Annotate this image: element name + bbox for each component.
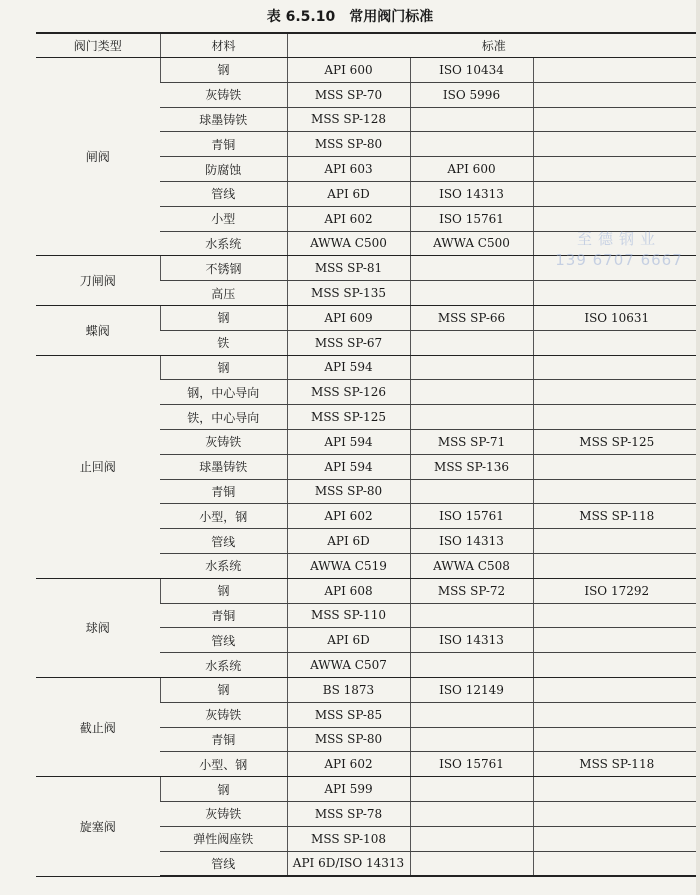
material-cell: 钢，中心导向 <box>160 380 287 405</box>
standard-cell <box>533 380 700 405</box>
table-row <box>36 578 700 603</box>
standard-cell <box>533 107 700 132</box>
header-standard: 标准 <box>287 33 700 58</box>
standard-cell <box>410 603 533 628</box>
table-row <box>36 256 700 281</box>
standard-cell: MSS SP-118 <box>533 504 700 529</box>
standard-cell: AWWA C507 <box>287 653 410 678</box>
standard-cell: AWWA C500 <box>287 231 410 256</box>
standard-cell: API 600 <box>287 58 410 83</box>
standard-cell <box>410 107 533 132</box>
standard-cell: API 6D/ISO 14313 <box>287 851 410 876</box>
table-title <box>0 6 700 28</box>
standard-cell: MSS SP-78 <box>287 801 410 826</box>
standard-cell: MSS SP-118 <box>533 752 700 777</box>
material-cell: 铁，中心导向 <box>160 405 287 430</box>
material-cell: 青铜 <box>160 603 287 628</box>
standard-cell <box>410 801 533 826</box>
standard-cell <box>410 826 533 851</box>
standard-cell: ISO 5996 <box>410 82 533 107</box>
table-row <box>36 355 700 380</box>
standard-cell: MSS SP-125 <box>533 429 700 454</box>
material-cell: 弹性阀座铁 <box>160 826 287 851</box>
standard-cell <box>533 355 700 380</box>
standard-cell: ISO 10631 <box>533 305 700 330</box>
standard-cell: ISO 12149 <box>410 677 533 702</box>
material-cell: 防腐蚀 <box>160 157 287 182</box>
material-cell: 钢 <box>160 305 287 330</box>
table-row <box>36 305 700 330</box>
table-caption: 常用阀门标准 <box>349 9 434 25</box>
standard-cell <box>533 181 700 206</box>
standard-cell <box>533 58 700 83</box>
material-cell: 管线 <box>160 181 287 206</box>
standard-cell: ISO 14313 <box>410 529 533 554</box>
table-row <box>36 677 700 702</box>
valve-type-cell: 旋塞阀 <box>36 777 160 877</box>
standard-cell: API 6D <box>287 181 410 206</box>
header-material: 材料 <box>160 33 287 58</box>
standard-cell: MSS SP-110 <box>287 603 410 628</box>
standard-cell: MSS SP-80 <box>287 132 410 157</box>
standard-cell: API 602 <box>287 504 410 529</box>
standard-cell <box>533 479 700 504</box>
standard-cell: AWWA C500 <box>410 231 533 256</box>
standard-cell: MSS SP-85 <box>287 702 410 727</box>
standard-cell <box>533 330 700 355</box>
standard-cell: API 600 <box>410 157 533 182</box>
material-cell: 灰铸铁 <box>160 429 287 454</box>
standard-cell: MSS SP-66 <box>410 305 533 330</box>
standard-cell: MSS SP-72 <box>410 578 533 603</box>
material-cell: 灰铸铁 <box>160 82 287 107</box>
material-cell: 高压 <box>160 281 287 306</box>
standard-cell <box>410 777 533 802</box>
material-cell: 灰铸铁 <box>160 702 287 727</box>
standard-cell: MSS SP-108 <box>287 826 410 851</box>
material-cell: 青铜 <box>160 132 287 157</box>
standard-cell: MSS SP-81 <box>287 256 410 281</box>
valve-type-cell: 止回阀 <box>36 355 160 578</box>
table-row <box>36 58 700 83</box>
standard-cell: ISO 17292 <box>533 578 700 603</box>
standard-cell: MSS SP-71 <box>410 429 533 454</box>
standard-cell: ISO 15761 <box>410 752 533 777</box>
standard-cell <box>410 132 533 157</box>
standard-cell <box>410 380 533 405</box>
standard-cell <box>410 851 533 876</box>
standard-cell: API 603 <box>287 157 410 182</box>
standard-cell <box>533 777 700 802</box>
standard-cell: MSS SP-136 <box>410 454 533 479</box>
material-cell: 管线 <box>160 529 287 554</box>
standard-cell <box>410 355 533 380</box>
standard-cell <box>410 479 533 504</box>
standard-cell: MSS SP-70 <box>287 82 410 107</box>
material-cell: 钢 <box>160 355 287 380</box>
material-cell: 钢 <box>160 58 287 83</box>
table-number: 表 6.5.10 <box>266 9 336 25</box>
material-cell: 水系统 <box>160 653 287 678</box>
valve-type-cell: 刀闸阀 <box>36 256 160 306</box>
standard-cell: MSS SP-128 <box>287 107 410 132</box>
material-cell: 小型 <box>160 206 287 231</box>
valve-type-cell: 截止阀 <box>36 677 160 776</box>
standard-cell <box>533 702 700 727</box>
standard-cell <box>410 702 533 727</box>
standard-cell: API 6D <box>287 628 410 653</box>
standard-cell: AWWA C519 <box>287 553 410 578</box>
standard-cell <box>533 529 700 554</box>
standard-cell: API 602 <box>287 206 410 231</box>
standard-cell <box>533 653 700 678</box>
standard-cell <box>533 851 700 876</box>
standard-cell <box>533 628 700 653</box>
standard-cell <box>410 281 533 306</box>
standard-cell: MSS SP-125 <box>287 405 410 430</box>
standard-cell <box>533 157 700 182</box>
standard-cell: API 594 <box>287 454 410 479</box>
material-cell: 水系统 <box>160 553 287 578</box>
material-cell: 不锈钢 <box>160 256 287 281</box>
standard-cell: MSS SP-135 <box>287 281 410 306</box>
material-cell: 灰铸铁 <box>160 801 287 826</box>
standard-cell <box>533 801 700 826</box>
standard-cell: API 609 <box>287 305 410 330</box>
standard-cell: ISO 14313 <box>410 181 533 206</box>
standard-cell <box>410 405 533 430</box>
table-row <box>36 777 700 802</box>
material-cell: 球墨铸铁 <box>160 454 287 479</box>
standard-cell: MSS SP-67 <box>287 330 410 355</box>
standard-cell: ISO 14313 <box>410 628 533 653</box>
standard-cell: API 594 <box>287 429 410 454</box>
standard-cell <box>533 405 700 430</box>
material-cell: 管线 <box>160 851 287 876</box>
standard-cell: ISO 15761 <box>410 206 533 231</box>
material-cell: 铁 <box>160 330 287 355</box>
valve-type-cell: 闸阀 <box>36 58 160 256</box>
standard-cell <box>533 281 700 306</box>
material-cell: 钢 <box>160 578 287 603</box>
standard-cell <box>533 677 700 702</box>
standard-cell: AWWA C508 <box>410 553 533 578</box>
standard-cell <box>533 82 700 107</box>
standard-cell <box>410 727 533 752</box>
material-cell: 小型，钢 <box>160 504 287 529</box>
standard-cell <box>533 206 700 231</box>
standard-cell: API 602 <box>287 752 410 777</box>
material-cell: 钢 <box>160 777 287 802</box>
valve-type-cell: 球阀 <box>36 578 160 677</box>
standard-cell: API 599 <box>287 777 410 802</box>
standard-cell <box>533 231 700 256</box>
standard-cell <box>533 256 700 281</box>
standard-cell <box>410 653 533 678</box>
material-cell: 钢 <box>160 677 287 702</box>
standard-cell: MSS SP-80 <box>287 727 410 752</box>
standard-cell: MSS SP-80 <box>287 479 410 504</box>
material-cell: 管线 <box>160 628 287 653</box>
material-cell: 球墨铸铁 <box>160 107 287 132</box>
material-cell: 青铜 <box>160 727 287 752</box>
standard-cell: API 594 <box>287 355 410 380</box>
standard-cell <box>533 454 700 479</box>
valve-standards-table <box>36 32 700 877</box>
standard-cell <box>533 132 700 157</box>
watermark-phone: 139 6707 6667 <box>555 251 683 269</box>
material-cell: 水系统 <box>160 231 287 256</box>
page-edge <box>696 0 700 895</box>
standard-cell: ISO 10434 <box>410 58 533 83</box>
material-cell: 青铜 <box>160 479 287 504</box>
standard-cell <box>533 553 700 578</box>
standard-cell <box>410 330 533 355</box>
standard-cell <box>410 256 533 281</box>
standard-cell: MSS SP-126 <box>287 380 410 405</box>
standard-cell: API 608 <box>287 578 410 603</box>
valve-type-cell: 蝶阀 <box>36 305 160 355</box>
table-body <box>36 58 700 877</box>
standard-cell: BS 1873 <box>287 677 410 702</box>
standard-cell <box>533 727 700 752</box>
standard-cell <box>533 603 700 628</box>
header-row <box>36 33 700 58</box>
header-valve-type: 阀门类型 <box>36 33 160 58</box>
material-cell: 小型、钢 <box>160 752 287 777</box>
standard-cell <box>533 826 700 851</box>
standard-cell: ISO 15761 <box>410 504 533 529</box>
standard-cell: API 6D <box>287 529 410 554</box>
watermark-company: 至德钢业 <box>576 230 661 248</box>
